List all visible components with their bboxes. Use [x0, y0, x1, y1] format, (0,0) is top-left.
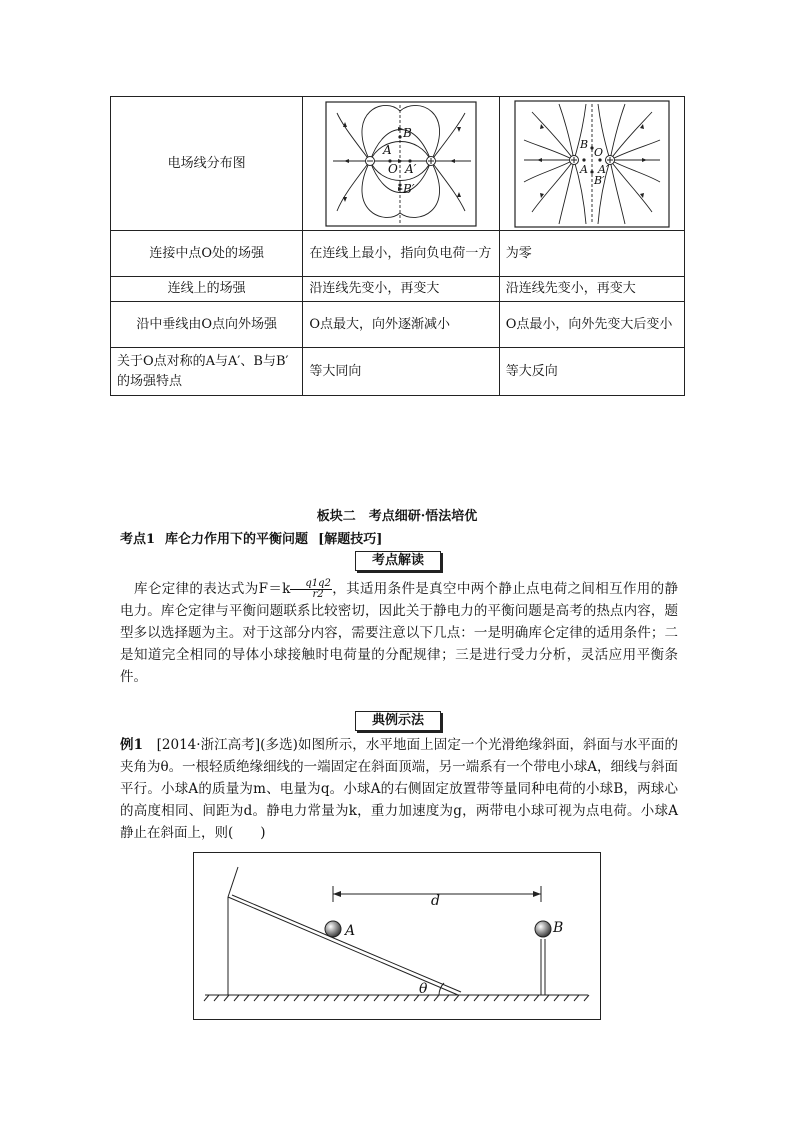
- tag-dianli-shifa: 典例示法: [355, 711, 441, 731]
- fig2-label-O: O: [593, 145, 603, 159]
- fraction-numerator: q1q2: [290, 579, 332, 590]
- unlike-cell: O点最大，向外逐渐减小: [303, 302, 499, 348]
- label-ball-A: A: [345, 923, 356, 939]
- tag-kaodian-jiedu: 考点解读: [355, 551, 441, 571]
- table-row: [111, 348, 685, 396]
- unlike-cell: 在连线上最小，指向负电荷一方: [303, 231, 499, 277]
- row-label: 沿中垂线由O点向外场强: [111, 302, 303, 348]
- label-distance-d: d: [431, 893, 440, 909]
- like-cell: 为零: [499, 231, 684, 277]
- fig2-label-B2: B′: [593, 173, 605, 187]
- kaodian-number: 考点1: [120, 532, 156, 547]
- like-cell: 等大反向: [499, 348, 684, 396]
- label-ball-B: B: [553, 920, 564, 936]
- fig1-label-B: B: [403, 125, 412, 140]
- unlike-cell: 沿连线先变小，再变大: [303, 277, 499, 302]
- incline-diagram: [193, 852, 601, 1020]
- example-paragraph: [120, 734, 678, 844]
- example-text: [2014·浙江高考](多选)如图所示，水平地面上固定一个光滑绝缘斜面，斜面与水平面的夹角为θ。一根轻质绝缘细线的一端固定在斜面顶端，另一端系有一个带电小球A，细线与斜面平行。小球A的质量为m、电量为q。小球A的右侧固定放置带等量同种电荷的小球B，两球心的高度相同、间距为d。静电力常量为k，重力加速度为g，两带电小球可视为点电荷。小球A静止在斜面上，则( ): [120, 737, 678, 841]
- unlike-cell: 等大同向: [303, 348, 499, 396]
- like-charges-field-lines: [514, 100, 670, 228]
- like-cell: 沿连线先变小，再变大: [499, 277, 684, 302]
- like-cell: O点最小，向外先变大后变小: [499, 302, 684, 348]
- unlike-charges-field-figure: [303, 97, 499, 231]
- table-row: [111, 277, 685, 302]
- fig2-label-A2: A′: [597, 162, 609, 176]
- like-charges-field-figure: [499, 97, 684, 231]
- fraction-denominator: r2: [312, 589, 324, 600]
- table-row: [111, 231, 685, 277]
- fig1-label-A2: A′: [405, 161, 417, 176]
- row-label: 连接中点O处的场强: [111, 231, 303, 277]
- table-row: [111, 302, 685, 348]
- fig1-label-O: O: [388, 161, 398, 176]
- comparison-table: [110, 96, 685, 396]
- kaodian-heading: [120, 528, 392, 547]
- coulomb-fraction: [290, 579, 332, 600]
- kaodian-tag: [解题技巧]: [318, 532, 383, 547]
- kaodian-title: 库仑力作用下的平衡问题: [165, 532, 309, 547]
- row-label: 连线上的场强: [111, 277, 303, 302]
- fig2-label-A: A: [579, 162, 588, 176]
- row-label: 关于O点对称的A与A′、B与B′的场强特点: [111, 348, 303, 396]
- fig1-label-A: A: [383, 142, 392, 157]
- fig1-label-B2: B′: [403, 181, 415, 196]
- row-label: 电场线分布图: [111, 97, 303, 231]
- section-title: 板块二 考点细研·悟法培优: [316, 509, 478, 524]
- paragraph-body: ，其适用条件是真空中两个静止点电荷之间相互作用的静电力。库仑定律与平衡问题联系比较密切，因此关于静电力的平衡问题是高考的热点内容，题型多以选择题为主。对于这部分内容，需要注意以下几点：一是明确库仑定律的适用条件；二是知道完全相同的导体小球接触时电荷量的分配规律；三是进行受力分析，灵活应用平衡条件。: [120, 581, 678, 685]
- example-label: 例1: [120, 737, 143, 753]
- formula-lead: 库仑定律的表达式为F＝k: [134, 581, 291, 597]
- paragraph-explanation: [120, 578, 678, 688]
- unlike-charges-field-lines: [325, 101, 477, 227]
- table-row: [111, 97, 685, 231]
- label-angle-theta: θ: [419, 981, 428, 997]
- fig2-label-B: B: [579, 137, 588, 151]
